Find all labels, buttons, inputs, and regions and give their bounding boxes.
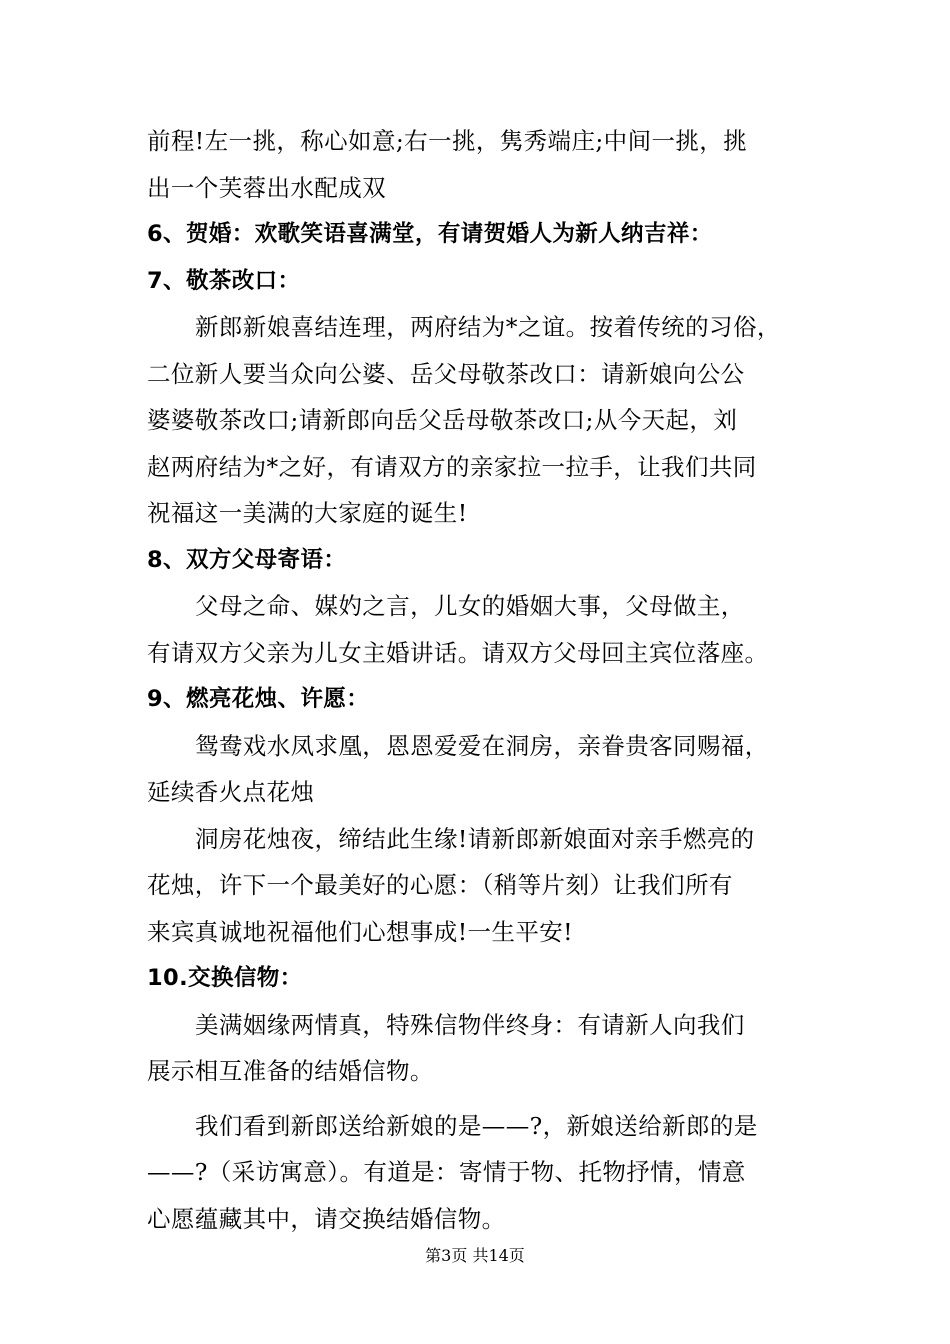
paragraph-line: 洞房花烛夜，缔结此生缘!请新郎新娘面对亲手燃亮的 [195,824,755,853]
paragraph-line: 祝福这一美满的大家庭的诞生! [147,499,468,527]
section-heading-8: 8、双方父母寄语： [147,546,347,573]
paragraph-line: 心愿蕴藏其中，请交换结婚信物。 [147,1204,506,1233]
paragraph-line: 延续香火点花烛 [147,778,315,806]
paragraph-line: 前程!左一挑，称心如意;右一挑，隽秀端庄;中间一挑，挑 [147,127,748,155]
paragraph-spacer [147,1095,812,1103]
paragraph-line: 美满姻缘两情真，特殊信物伴终身：有请新人向我们 [195,1010,745,1039]
section-heading-9: 9、燃亮花烛、许愿： [147,686,370,712]
paragraph-line: 有请双方父亲为儿女主婚讲话。请双方父母回主宾位落座。 [147,638,769,667]
section-heading-7: 7、敬茶改口： [147,267,301,294]
paragraph-line: 二位新人要当众向公婆、岳父母敬茶改口：请新娘向公公 [147,359,745,388]
paragraph-line: 我们看到新郎送给新娘的是——?，新娘送给新郎的是 [195,1111,758,1140]
paragraph-line: 出一个芙蓉出水配成双 [147,173,386,202]
section-heading-10: 10.交换信物： [147,965,303,991]
section-heading-6: 6、贺婚：欢歌笑语喜满堂，有请贺婚人为新人纳吉祥： [147,221,713,247]
paragraph-line: 新郎新娘喜结连理，两府结为*之谊。按着传统的习俗， [195,313,781,341]
page-number-footer: 第3页 共14页 [425,1246,525,1265]
paragraph-line: 花烛，许下一个最美好的心愿：（稍等片刻）让我们所有 [147,871,733,899]
paragraph-line: 来宾真诚地祝福他们心想事成!一生平安! [147,917,573,946]
document-body [147,118,812,1242]
paragraph-line: 婆婆敬茶改口;请新郎向岳父岳母敬茶改口;从今天起，刘 [147,406,738,434]
paragraph-line: 鸳鸯戏水凤求凰，恩恩爱爱在洞房，亲眷贵客同赐福， [195,731,769,760]
paragraph-line: 展示相互准备的结婚信物。 [147,1057,434,1085]
paragraph-line: 赵两府结为*之好，有请双方的亲家拉一拉手，让我们共同 [147,452,757,481]
paragraph-line: ——?（采访寓意）。有道是：寄情于物、托物抒情，情意 [147,1158,746,1186]
paragraph-line: 父母之命、媒妁之言，儿女的婚姻大事，父母做主， [195,592,745,620]
